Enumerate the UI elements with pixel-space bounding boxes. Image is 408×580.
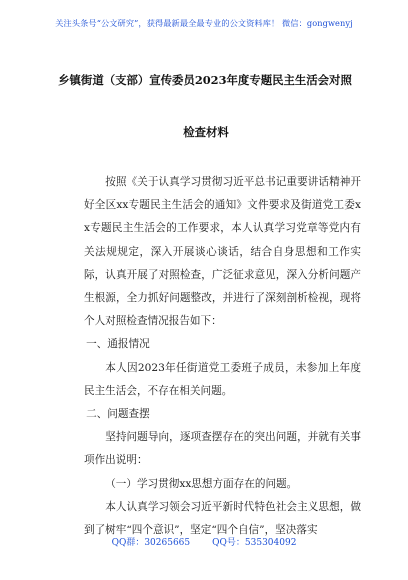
footer-qq-group: QQ群：30265665	[111, 538, 191, 548]
document-body	[84, 171, 361, 542]
study-paragraph: 本人认真学习领会习近平新时代特色社会主义思想，做到了树牢“四个意识”，坚定“四个自信”，坚决落实	[84, 500, 361, 537]
document-title-continued: 检查材料	[183, 125, 229, 139]
report-paragraph: 本人因2023年任街道党工委班子成员，未参加上年度民主生活会，不存在相关问题。	[84, 361, 361, 397]
problems-intro-paragraph: 坚持问题导向，逐项查摆存在的突出问题，并就有关事项作出说明：	[84, 431, 361, 467]
footer-contact	[0, 535, 408, 548]
section-heading-problems: 二、问题查摆	[86, 408, 150, 421]
footer-qq-number: QQ号：535304092	[212, 538, 297, 548]
promo-banner: 关注头条号“公文研究”，获得最新最全最专业的公文资料库！ 微信：gongwenyj	[55, 18, 353, 28]
document-title: 乡镇街道（支部）宣传委员2023年度专题民主生活会对照	[58, 73, 352, 87]
section-heading-report: 一、通报情况	[86, 338, 150, 351]
subsection-heading-study: （一）学习贯彻xx思想方面存在的问题。	[105, 477, 298, 490]
intro-paragraph: 按照《关于认真学习贯彻习近平总书记重要讲话精神开好全区xx专题民主生活会的通知》文件要求及街道党工委xx专题民主生活会的工作要求，本人认真学习党章等党内有关法规规定，深入开展谈心谈话，结合自身思想和工作实际，认真开展了对照检查，广泛征求意见，深入分析问题产生根源，全力抓好问题整改，并进行了深刻剖析检视，现将个人对照检查情况报告如下：	[84, 176, 361, 328]
